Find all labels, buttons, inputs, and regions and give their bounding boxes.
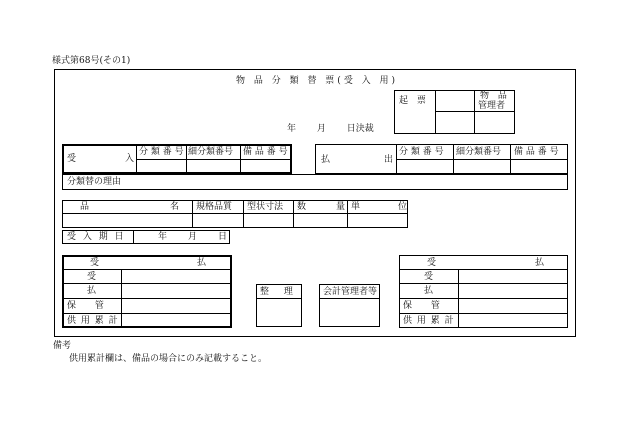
manager-label-2: 管理者 <box>478 101 506 111</box>
receipt-date-label: 受 入 期 日 <box>67 232 126 242</box>
ledger-left-row-hokan: 保 管 <box>67 301 104 311</box>
keijo-label: 型状寸法 <box>247 202 284 212</box>
remarks-title: 備考 <box>53 341 72 351</box>
ledger-left-header-right: 払 <box>197 258 207 268</box>
reason-row <box>62 174 568 190</box>
ledger-right-header-right: 払 <box>535 258 545 268</box>
tani-label-left: 単 <box>351 202 361 212</box>
receive-col-bunrui: 分 類 番 号 <box>139 147 184 157</box>
ledger-left-row-uke: 受 <box>87 272 97 282</box>
receive-col-saibunrui: 細分類番号 <box>188 147 234 157</box>
hin-label-left: 品 <box>80 202 90 212</box>
ledger-right-row-kyoyo: 供 用 累 計 <box>403 316 455 326</box>
seiri-label: 整 理 <box>260 287 293 297</box>
hin-label-right: 名 <box>170 202 180 212</box>
reason-label: 分類替の理由 <box>67 177 122 187</box>
kikaku-label: 規格品質 <box>196 202 233 212</box>
remarks-text: 供用累計欄は、備品の場合にのみ記載すること。 <box>69 354 268 364</box>
pay-label-left: 払 <box>321 155 331 165</box>
receive-label-left: 受 <box>67 154 77 164</box>
suryo-label-left: 数 <box>297 202 307 212</box>
ledger-right-row-uke: 受 <box>424 272 434 282</box>
ledger-right-row-harai: 払 <box>424 286 434 296</box>
receipt-day: 日 <box>218 232 228 242</box>
form-number: 様式第68号(その1) <box>52 56 131 66</box>
pay-label-right: 出 <box>384 155 394 165</box>
manager-label-1: 物 品 <box>480 91 510 101</box>
receive-label-right: 入 <box>125 154 135 164</box>
pay-col-bunrui: 分 類 番 号 <box>399 147 444 157</box>
ledger-left-row-kyoyo: 供 用 累 計 <box>67 316 119 326</box>
pay-col-saibunrui: 細分類番号 <box>456 147 502 157</box>
kaikei-label: 会計管理者等 <box>323 287 378 297</box>
kisai-label: 起 票 <box>399 96 429 106</box>
pay-col-bihin: 備 品 番 号 <box>514 147 559 157</box>
receipt-month: 月 <box>188 232 198 242</box>
form-title: 物 品 分 類 替 票(受 入 用) <box>236 76 399 86</box>
ledger-right-header-left: 受 <box>427 258 437 268</box>
ledger-right-row-hokan: 保 管 <box>403 301 440 311</box>
ledger-left-header-left: 受 <box>90 258 100 268</box>
receipt-year: 年 <box>158 232 168 242</box>
ledger-left-row-harai: 払 <box>87 286 97 296</box>
receive-col-bihin: 備 品 番 号 <box>243 147 288 157</box>
suryo-label-right: 量 <box>336 202 346 212</box>
decision-date: 年 月 日決裁 <box>287 124 374 134</box>
tani-label-right: 位 <box>398 202 408 212</box>
